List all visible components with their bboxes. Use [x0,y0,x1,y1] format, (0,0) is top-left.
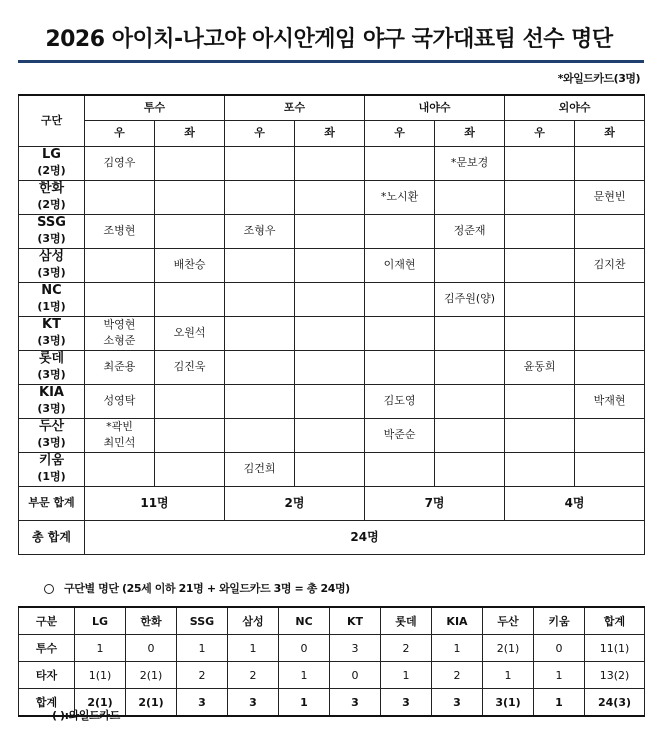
summary-header-row [19,607,645,635]
summary-cell: 3(1) [483,689,534,717]
player-cell [575,418,645,452]
player-names: 조형우 [243,224,276,237]
summary-row [19,662,645,689]
player-names: 이재현 [383,258,416,271]
summary-row-label: 타자 [19,662,75,689]
summary-header-cell: KT [330,607,381,635]
team-name-cell [19,180,85,214]
player-cell [365,350,435,384]
page-title: 2026 아이치-나고야 아시안게임 야구 국가대표팀 선수 명단 [45,27,613,52]
table-row [19,384,645,418]
summary-cell: 1 [228,635,279,662]
player-cell [575,316,645,350]
summary-cell: 2(1) [75,689,126,717]
player-names: *곽빈 최민석 [103,420,136,449]
player-cell [505,282,575,316]
hand-header: 좌 [295,120,365,146]
total-label: 총 합계 [19,520,85,554]
position-header: 포수 [225,95,365,120]
team-summary-table [18,606,645,717]
player-cell [575,452,645,486]
summary-header-cell: NC [279,607,330,635]
summary-cell: 2 [177,662,228,689]
team-name-cell [19,452,85,486]
table-row [19,248,645,282]
summary-header-cell: LG [75,607,126,635]
summary-row [19,635,645,662]
hand-header: 우 [505,120,575,146]
player-cell [505,350,575,384]
team-name-cell [19,350,85,384]
position-header: 투수 [85,95,225,120]
player-cell [155,282,225,316]
team-name-cell [19,384,85,418]
player-cell [155,350,225,384]
team-name: KT [42,317,61,332]
team-count: (3명) [37,266,66,279]
player-names: 윤동희 [523,360,556,373]
team-count: (3명) [37,368,66,381]
player-names: 성영탁 [103,394,136,407]
player-cell [575,350,645,384]
player-cell [365,146,435,180]
player-cell [155,146,225,180]
summary-header-cell: KIA [432,607,483,635]
player-names: 정준재 [453,224,486,237]
summary-heading [44,580,350,596]
team-name: 두산 [38,419,65,434]
summary-cell: 1 [534,689,585,717]
summary-cell: 1 [432,635,483,662]
player-cell [435,316,505,350]
player-cell [505,316,575,350]
team-name: SSG [37,215,66,230]
summary-cell: 0 [279,635,330,662]
circle-bullet-icon [44,584,54,594]
team-name-cell [19,418,85,452]
player-names: 문현빈 [593,190,626,203]
team-column-header: 구단 [19,95,85,146]
summary-cell: 3 [432,689,483,717]
team-count: (1명) [37,300,66,313]
player-cell [155,248,225,282]
team-name-cell [19,316,85,350]
team-count: (2명) [37,198,66,211]
hand-header: 좌 [435,120,505,146]
player-names: 김건희 [243,462,276,475]
player-cell [295,452,365,486]
player-cell [575,146,645,180]
summary-cell: 1 [483,662,534,689]
player-cell [225,248,295,282]
roster-table [18,94,645,555]
subtotal-value: 2명 [225,486,365,520]
player-cell [435,146,505,180]
summary-cell: 3 [228,689,279,717]
player-cell [225,384,295,418]
summary-cell: 1 [279,689,330,717]
summary-cell: 13(2) [585,662,645,689]
summary-header-cell: 구분 [19,607,75,635]
summary-header-cell: SSG [177,607,228,635]
summary-cell: 2(1) [126,689,177,717]
player-cell [295,350,365,384]
player-names: 김영우 [103,156,136,169]
team-name: 삼성 [38,249,65,264]
summary-cell: 3 [330,635,381,662]
subtotal-label: 부문 합계 [19,486,85,520]
hand-header: 우 [365,120,435,146]
player-cell [575,282,645,316]
player-cell [85,316,155,350]
subtotal-row [19,486,645,520]
player-cell [365,180,435,214]
player-cell [85,418,155,452]
summary-row-label: 합계 [19,689,75,717]
player-cell [575,180,645,214]
summary-heading-text: 구단별 명단 (25세 이하 21명 + 와일드카드 3명 = 총 24명) [64,582,350,595]
total-value: 24명 [85,520,645,554]
player-cell [85,180,155,214]
summary-cell: 3 [330,689,381,717]
summary-cell: 2(1) [126,662,177,689]
player-cell [225,418,295,452]
table-row [19,452,645,486]
table-row [19,350,645,384]
hand-header: 우 [85,120,155,146]
team-name-cell [19,146,85,180]
player-cell [295,418,365,452]
team-name: NC [41,283,62,298]
summary-cell: 1 [381,662,432,689]
table-row [19,146,645,180]
summary-header-cell: 합계 [585,607,645,635]
summary-header-cell: 한화 [126,607,177,635]
player-cell [505,248,575,282]
player-cell [505,214,575,248]
wildcard-note: *와일드카드(3명) [557,72,640,85]
player-cell [155,418,225,452]
player-cell [155,316,225,350]
player-cell [365,282,435,316]
player-cell [365,248,435,282]
subtotal-value: 7명 [365,486,505,520]
hand-header: 좌 [155,120,225,146]
summary-cell: 2 [381,635,432,662]
player-cell [435,350,505,384]
summary-cell: 3 [381,689,432,717]
player-cell [225,214,295,248]
player-cell [155,214,225,248]
table-row [19,316,645,350]
summary-cell: 0 [534,635,585,662]
team-count: (2명) [37,164,66,177]
team-name: LG [42,147,61,162]
table-row [19,418,645,452]
summary-cell: 24(3) [585,689,645,717]
title-underline [18,60,644,63]
summary-header-cell: 두산 [483,607,534,635]
player-cell [575,384,645,418]
player-cell [365,418,435,452]
player-cell [225,180,295,214]
player-names: 박영현 소형준 [103,318,136,347]
player-cell [365,384,435,418]
player-cell [365,214,435,248]
total-row [19,520,645,554]
player-cell [435,452,505,486]
player-cell [435,418,505,452]
player-names: 최준용 [103,360,136,373]
team-name-cell [19,214,85,248]
team-name-cell [19,282,85,316]
team-count: (3명) [37,334,66,347]
table-row [19,180,645,214]
team-name: 롯데 [38,351,65,366]
player-cell [575,248,645,282]
player-cell [225,282,295,316]
player-cell [225,350,295,384]
team-name: 한화 [38,181,65,196]
table-row [19,282,645,316]
summary-cell: 2 [432,662,483,689]
player-names: 김주원(양) [443,292,496,305]
player-names: 오원석 [173,326,206,339]
summary-cell: 3 [177,689,228,717]
player-cell [85,384,155,418]
player-names: 김지찬 [593,258,626,271]
table-row [19,214,645,248]
summary-cell: 2 [228,662,279,689]
player-names: 김진욱 [173,360,206,373]
summary-row-label: 투수 [19,635,75,662]
summary-header-cell: 롯데 [381,607,432,635]
summary-cell: 1 [177,635,228,662]
player-cell [155,452,225,486]
team-count: (3명) [37,232,66,245]
summary-header-cell: 키움 [534,607,585,635]
hand-header: 좌 [575,120,645,146]
player-cell [155,384,225,418]
player-cell [295,248,365,282]
summary-cell: 1 [534,662,585,689]
player-cell [435,282,505,316]
summary-header-cell: 삼성 [228,607,279,635]
summary-cell: 1(1) [75,662,126,689]
player-cell [435,214,505,248]
player-cell [435,384,505,418]
hand-header: 우 [225,120,295,146]
player-cell [85,282,155,316]
summary-cell: 1 [75,635,126,662]
player-cell [85,452,155,486]
player-cell [85,146,155,180]
player-names: 박재현 [593,394,626,407]
team-name: 키움 [38,453,65,468]
subtotal-value: 4명 [505,486,645,520]
team-count: (3명) [37,436,66,449]
player-cell [505,180,575,214]
player-cell [295,316,365,350]
player-cell [225,452,295,486]
position-header: 내야수 [365,95,505,120]
summary-cell: 2(1) [483,635,534,662]
summary-cell: 0 [330,662,381,689]
player-cell [85,350,155,384]
player-cell [575,214,645,248]
player-cell [295,214,365,248]
footnote: ( ):와일드카드 [52,709,120,722]
player-cell [435,248,505,282]
player-cell [505,384,575,418]
player-cell [85,214,155,248]
summary-cell: 0 [126,635,177,662]
player-names: 김도영 [383,394,416,407]
summary-cell: 1 [279,662,330,689]
player-names: *문보경 [450,156,489,169]
position-header: 외야수 [505,95,645,120]
player-cell [365,316,435,350]
player-cell [225,316,295,350]
player-cell [505,418,575,452]
player-cell [365,452,435,486]
player-names: 박준순 [383,428,416,441]
team-name: KIA [39,385,64,400]
summary-cell: 11(1) [585,635,645,662]
player-cell [155,180,225,214]
subtotal-value: 11명 [85,486,225,520]
team-count: (1명) [37,470,66,483]
player-cell [295,282,365,316]
player-cell [225,146,295,180]
player-names: *노시환 [380,190,419,203]
player-cell [295,146,365,180]
player-cell [85,248,155,282]
player-cell [295,384,365,418]
player-names: 배찬승 [173,258,206,271]
team-name-cell [19,248,85,282]
player-cell [505,452,575,486]
player-cell [295,180,365,214]
player-names: 조병현 [103,224,136,237]
player-cell [435,180,505,214]
player-cell [505,146,575,180]
team-count: (3명) [37,402,66,415]
